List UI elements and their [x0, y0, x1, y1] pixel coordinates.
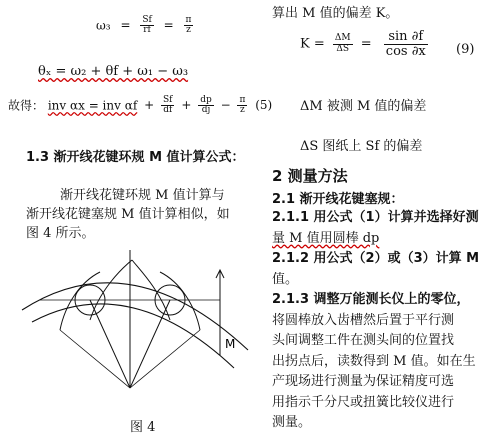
body-line — [272, 208, 479, 229]
section-heading-2-1: 2.1 渐开线花键塞规： — [272, 192, 404, 207]
tooth-flank-left2 — [60, 272, 100, 330]
right-body — [272, 208, 479, 434]
equation-5: 故得： inv αx = inv αf + $\frac{Sf}{df}$ + $\frac{dp}{dj}$ − $\frac{\pi}{z}$ (5) — [8, 95, 273, 116]
eq5-lhs: inv αx = inv αf — [47, 98, 138, 113]
step-2-1-3: 2.1.3 调整万能测长仪上的零位， — [272, 292, 470, 307]
para-line: 图 4 所示。 — [26, 226, 95, 241]
section-heading-2: 2 测量方法 — [272, 167, 348, 185]
eq5-number: (5) — [255, 98, 273, 113]
fraction-sin-cos — [384, 30, 428, 58]
body-line — [272, 249, 479, 270]
para-line: 渐开线花键环规 M 值计算与 — [60, 188, 225, 203]
step-2-1-1: 2.1.1 用公式（1）计算并选择好测 — [272, 210, 479, 225]
eq9-number: (9) — [456, 42, 475, 57]
fraction-pi-z — [237, 96, 247, 116]
body-line-text: 量 M 值用圆棒 dp — [272, 230, 380, 246]
tooth-flank-left — [90, 260, 132, 320]
numerator: π — [239, 95, 246, 105]
numerator: Sf — [162, 95, 173, 105]
outer-arc — [22, 283, 248, 350]
numerator: π — [185, 15, 192, 25]
axis-line — [90, 300, 130, 388]
section-heading-1-3 — [26, 148, 264, 167]
equation-omega3: ω₃ = $\frac{Sf}{rf}$ = $\frac{\pi}{z}$ — [96, 15, 192, 36]
omega3-lhs: ω₃ — [96, 18, 111, 33]
body-line: 出拐点后，读数得到 M 值。如在生 — [272, 353, 476, 369]
paragraph-ring-gauge — [26, 186, 230, 243]
figure-caption: 图 4 — [130, 420, 156, 435]
fraction-dm-ds — [333, 34, 353, 54]
numerator: dp — [200, 95, 212, 105]
eq5-prefix: 故得： — [8, 98, 45, 113]
denominator: df — [163, 105, 173, 116]
numerator: sin ∂f — [384, 30, 428, 45]
denominator: z — [186, 25, 191, 36]
right-intro: 算出 M 值的偏差 K。 — [272, 6, 399, 21]
para-line: 渐开线花键塞规 M 值计算相似，如 — [26, 207, 230, 222]
step-2-1-2: 2.1.2 用公式（2）或（3）计算 M — [272, 251, 480, 266]
section-heading-text: 1.3 渐开线花键环规 M 值计算公式： — [26, 150, 245, 165]
body-line: 用指示千分尺或扭簧比较仪进行 — [272, 394, 455, 410]
fraction-pi-z — [184, 16, 194, 36]
definition-delta-m: ΔM 被测 M 值的偏差 — [300, 99, 427, 114]
equation-9: K = $\frac{\Delta M}{\Delta S}$ = $\frac{\sin \partial f}{\cos \partial x}$ — [300, 29, 426, 59]
denominator: ΔS — [336, 43, 350, 54]
axis-line — [60, 330, 130, 388]
numerator: Sf — [142, 15, 152, 25]
figure-label-m: M — [225, 337, 236, 351]
denominator: rf — [143, 25, 151, 36]
figure-4-diagram — [20, 250, 250, 410]
equation-theta: θₓ = ω₂ + θf + ω₁ − ω₃ — [38, 64, 189, 79]
body-line: 值。 — [272, 271, 299, 287]
fraction-sf-rf — [140, 16, 154, 36]
body-line — [272, 229, 479, 250]
fraction-dp-dj — [198, 96, 214, 116]
denominator: dj — [201, 105, 211, 116]
eq9-lhs: K = — [300, 36, 325, 52]
body-line: 测量。 — [272, 415, 312, 430]
denominator: z — [240, 105, 245, 116]
inner-arc — [32, 304, 234, 368]
axis-line — [130, 330, 200, 388]
denominator: cos ∂x — [385, 43, 426, 59]
body-line: 将圆棒放入齿槽然后置于平行测 — [272, 312, 455, 328]
body-line — [272, 290, 479, 311]
fraction-sf-df — [161, 96, 175, 116]
definition-delta-s: ΔS 图纸上 Sf 的偏差 — [300, 139, 423, 154]
body-line: 产现场进行测量为保证精度可选 — [272, 374, 455, 389]
body-line: 头间调整工件在测头间的位置找 — [272, 333, 455, 348]
numerator: ΔM — [334, 33, 351, 44]
